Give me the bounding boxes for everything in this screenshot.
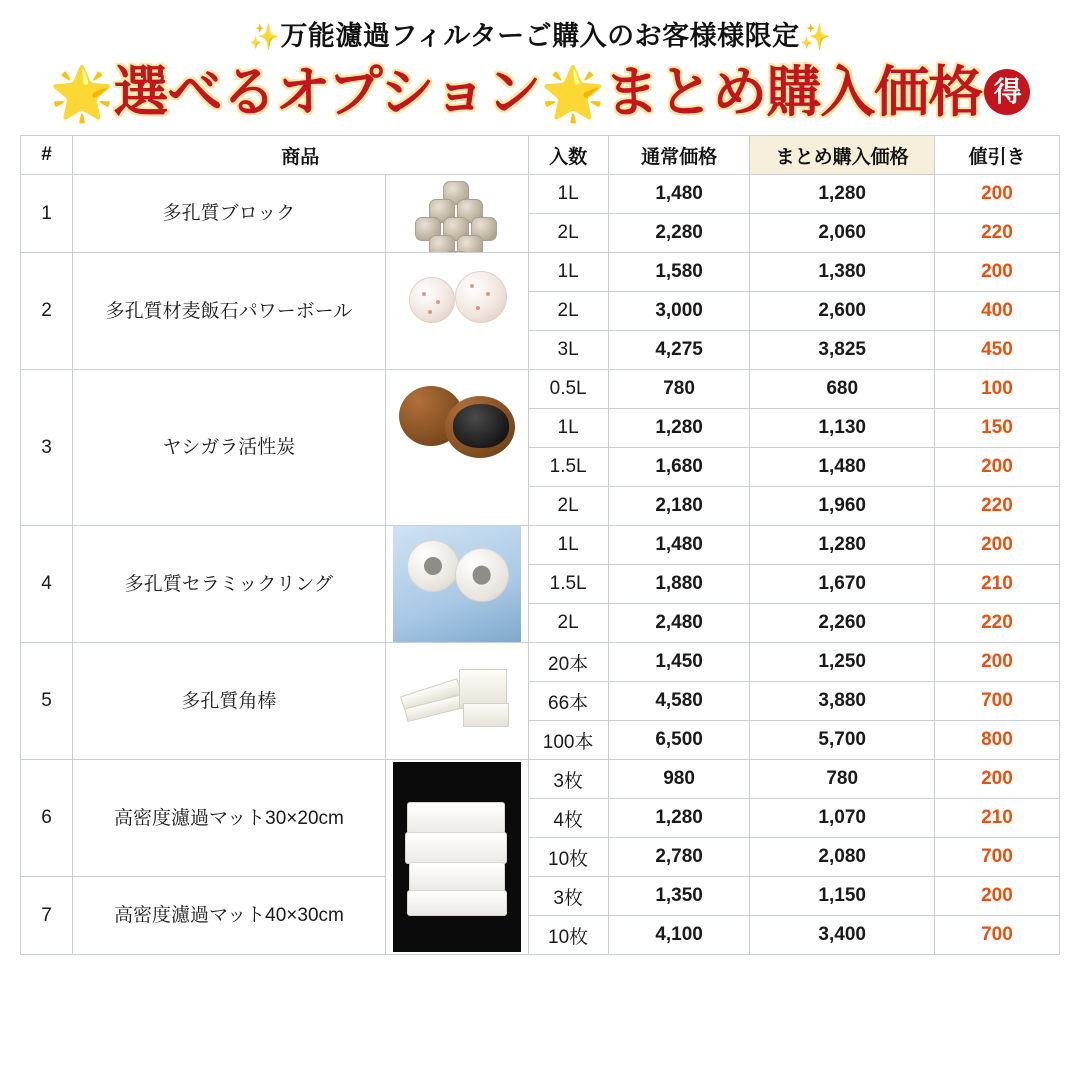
star-left-icon: 🌟 xyxy=(49,64,114,123)
table-body xyxy=(21,175,1060,955)
variant-normal-price: 2,180 xyxy=(608,487,750,526)
ceramic-ring-photo xyxy=(393,526,521,642)
variant-normal-price: 2,480 xyxy=(608,604,750,643)
variant-discount: 200 xyxy=(934,877,1059,916)
variant-bundle-price: 1,250 xyxy=(750,643,934,682)
table-row xyxy=(21,877,1060,916)
variant-quantity: 1L xyxy=(528,409,608,448)
variant-discount: 220 xyxy=(934,487,1059,526)
variant-discount: 210 xyxy=(934,799,1059,838)
row-number: 5 xyxy=(21,643,73,760)
product-name: 高密度濾過マット30×20cm xyxy=(73,760,386,877)
variant-quantity: 0.5L xyxy=(528,370,608,409)
variant-normal-price: 4,100 xyxy=(608,916,750,955)
product-image-cell xyxy=(385,175,528,253)
star-right-icon: 🌟 xyxy=(540,64,605,123)
row-number: 3 xyxy=(21,370,73,526)
variant-normal-price: 3,000 xyxy=(608,292,750,331)
variant-discount: 200 xyxy=(934,253,1059,292)
variant-normal-price: 1,350 xyxy=(608,877,750,916)
variant-bundle-price: 1,480 xyxy=(750,448,934,487)
page-title xyxy=(0,60,1080,123)
table-row xyxy=(21,175,1060,214)
table-row xyxy=(21,760,1060,799)
product-name: ヤシガラ活性炭 xyxy=(73,370,386,526)
variant-discount: 200 xyxy=(934,448,1059,487)
variant-discount: 100 xyxy=(934,370,1059,409)
variant-quantity: 2L xyxy=(528,487,608,526)
variant-normal-price: 1,480 xyxy=(608,526,750,565)
toku-badge: 得 xyxy=(984,69,1030,115)
variant-normal-price: 1,280 xyxy=(608,799,750,838)
variant-discount: 200 xyxy=(934,760,1059,799)
variant-normal-price: 6,500 xyxy=(608,721,750,760)
variant-normal-price: 1,680 xyxy=(608,448,750,487)
variant-bundle-price: 3,880 xyxy=(750,682,934,721)
variant-normal-price: 980 xyxy=(608,760,750,799)
variant-discount: 400 xyxy=(934,292,1059,331)
variant-bundle-price: 1,280 xyxy=(750,175,934,214)
row-number: 2 xyxy=(21,253,73,370)
variant-bundle-price: 1,960 xyxy=(750,487,934,526)
variant-normal-price: 1,880 xyxy=(608,565,750,604)
variant-discount: 150 xyxy=(934,409,1059,448)
variant-quantity: 10枚 xyxy=(528,916,608,955)
page-title-left: 選べるオプション xyxy=(113,60,541,123)
product-name: 多孔質セラミックリング xyxy=(73,526,386,643)
variant-normal-price: 2,780 xyxy=(608,838,750,877)
variant-quantity: 66本 xyxy=(528,682,608,721)
promo-subtitle-text: 万能濾過フィルターご購入のお客様様限定 xyxy=(280,21,800,51)
variant-bundle-price: 1,380 xyxy=(750,253,934,292)
variant-normal-price: 780 xyxy=(608,370,750,409)
variant-discount: 200 xyxy=(934,175,1059,214)
table-header-row xyxy=(21,136,1060,175)
variant-quantity: 3L xyxy=(528,331,608,370)
table-row xyxy=(21,253,1060,292)
variant-quantity: 2L xyxy=(528,292,608,331)
variant-discount: 210 xyxy=(934,565,1059,604)
variant-bundle-price: 1,280 xyxy=(750,526,934,565)
table-row xyxy=(21,370,1060,409)
variant-quantity: 10枚 xyxy=(528,838,608,877)
promo-subtitle xyxy=(0,0,1080,52)
variant-quantity: 2L xyxy=(528,604,608,643)
variant-quantity: 1.5L xyxy=(528,448,608,487)
variant-bundle-price: 3,825 xyxy=(750,331,934,370)
variant-bundle-price: 1,670 xyxy=(750,565,934,604)
col-header-normal-price: 通常価格 xyxy=(608,136,750,175)
variant-bundle-price: 1,130 xyxy=(750,409,934,448)
variant-normal-price: 1,280 xyxy=(608,409,750,448)
row-number: 4 xyxy=(21,526,73,643)
variant-bundle-price: 1,150 xyxy=(750,877,934,916)
variant-quantity: 3枚 xyxy=(528,760,608,799)
variant-discount: 220 xyxy=(934,214,1059,253)
variant-normal-price: 4,580 xyxy=(608,682,750,721)
variant-discount: 200 xyxy=(934,526,1059,565)
product-image-cell xyxy=(385,526,528,643)
variant-normal-price: 1,580 xyxy=(608,253,750,292)
variant-bundle-price: 680 xyxy=(750,370,934,409)
product-name: 高密度濾過マット40×30cm xyxy=(73,877,386,955)
variant-quantity: 1L xyxy=(528,253,608,292)
price-table xyxy=(20,135,1060,955)
variant-discount: 220 xyxy=(934,604,1059,643)
variant-normal-price: 1,450 xyxy=(608,643,750,682)
variant-quantity: 1L xyxy=(528,526,608,565)
variant-quantity: 2L xyxy=(528,214,608,253)
col-header-bundle-price: まとめ購入価格 xyxy=(750,136,934,175)
product-image-cell xyxy=(385,370,528,526)
variant-bundle-price: 780 xyxy=(750,760,934,799)
table-row xyxy=(21,643,1060,682)
variant-bundle-price: 2,080 xyxy=(750,838,934,877)
sparkle-left-icon: ✨ xyxy=(248,23,281,51)
col-header-discount: 値引き xyxy=(934,136,1059,175)
variant-normal-price: 1,480 xyxy=(608,175,750,214)
coconut-activated-carbon-photo xyxy=(393,370,521,525)
porous-square-stick-photo xyxy=(393,643,521,759)
variant-discount: 450 xyxy=(934,331,1059,370)
row-number: 1 xyxy=(21,175,73,253)
product-image-cell xyxy=(385,643,528,760)
row-number: 7 xyxy=(21,877,73,955)
product-name: 多孔質材麦飯石パワーボール xyxy=(73,253,386,370)
variant-discount: 700 xyxy=(934,838,1059,877)
variant-quantity: 1L xyxy=(528,175,608,214)
variant-quantity: 1.5L xyxy=(528,565,608,604)
variant-bundle-price: 5,700 xyxy=(750,721,934,760)
col-header-quantity: 入数 xyxy=(528,136,608,175)
variant-quantity: 4枚 xyxy=(528,799,608,838)
sparkle-right-icon: ✨ xyxy=(799,23,832,51)
row-number: 6 xyxy=(21,760,73,877)
col-header-product: 商品 xyxy=(73,136,528,175)
variant-quantity: 20本 xyxy=(528,643,608,682)
variant-bundle-price: 2,060 xyxy=(750,214,934,253)
col-header-number: # xyxy=(21,136,73,175)
table-row xyxy=(21,526,1060,565)
product-name: 多孔質角棒 xyxy=(73,643,386,760)
variant-quantity: 3枚 xyxy=(528,877,608,916)
variant-quantity: 100本 xyxy=(528,721,608,760)
variant-bundle-price: 3,400 xyxy=(750,916,934,955)
variant-discount: 700 xyxy=(934,682,1059,721)
variant-bundle-price: 2,600 xyxy=(750,292,934,331)
table-header xyxy=(21,136,1060,175)
product-name: 多孔質ブロック xyxy=(73,175,386,253)
variant-bundle-price: 2,260 xyxy=(750,604,934,643)
variant-discount: 800 xyxy=(934,721,1059,760)
bakuhanseki-power-ball-photo xyxy=(393,253,521,369)
variant-discount: 700 xyxy=(934,916,1059,955)
variant-normal-price: 4,275 xyxy=(608,331,750,370)
product-image-cell xyxy=(385,253,528,370)
porous-block-photo xyxy=(393,175,521,252)
page-title-right: まとめ購入価格 xyxy=(604,60,983,123)
variant-bundle-price: 1,070 xyxy=(750,799,934,838)
variant-normal-price: 2,280 xyxy=(608,214,750,253)
variant-discount: 200 xyxy=(934,643,1059,682)
filter-mat-photo xyxy=(393,762,521,952)
product-image-cell xyxy=(385,760,528,955)
